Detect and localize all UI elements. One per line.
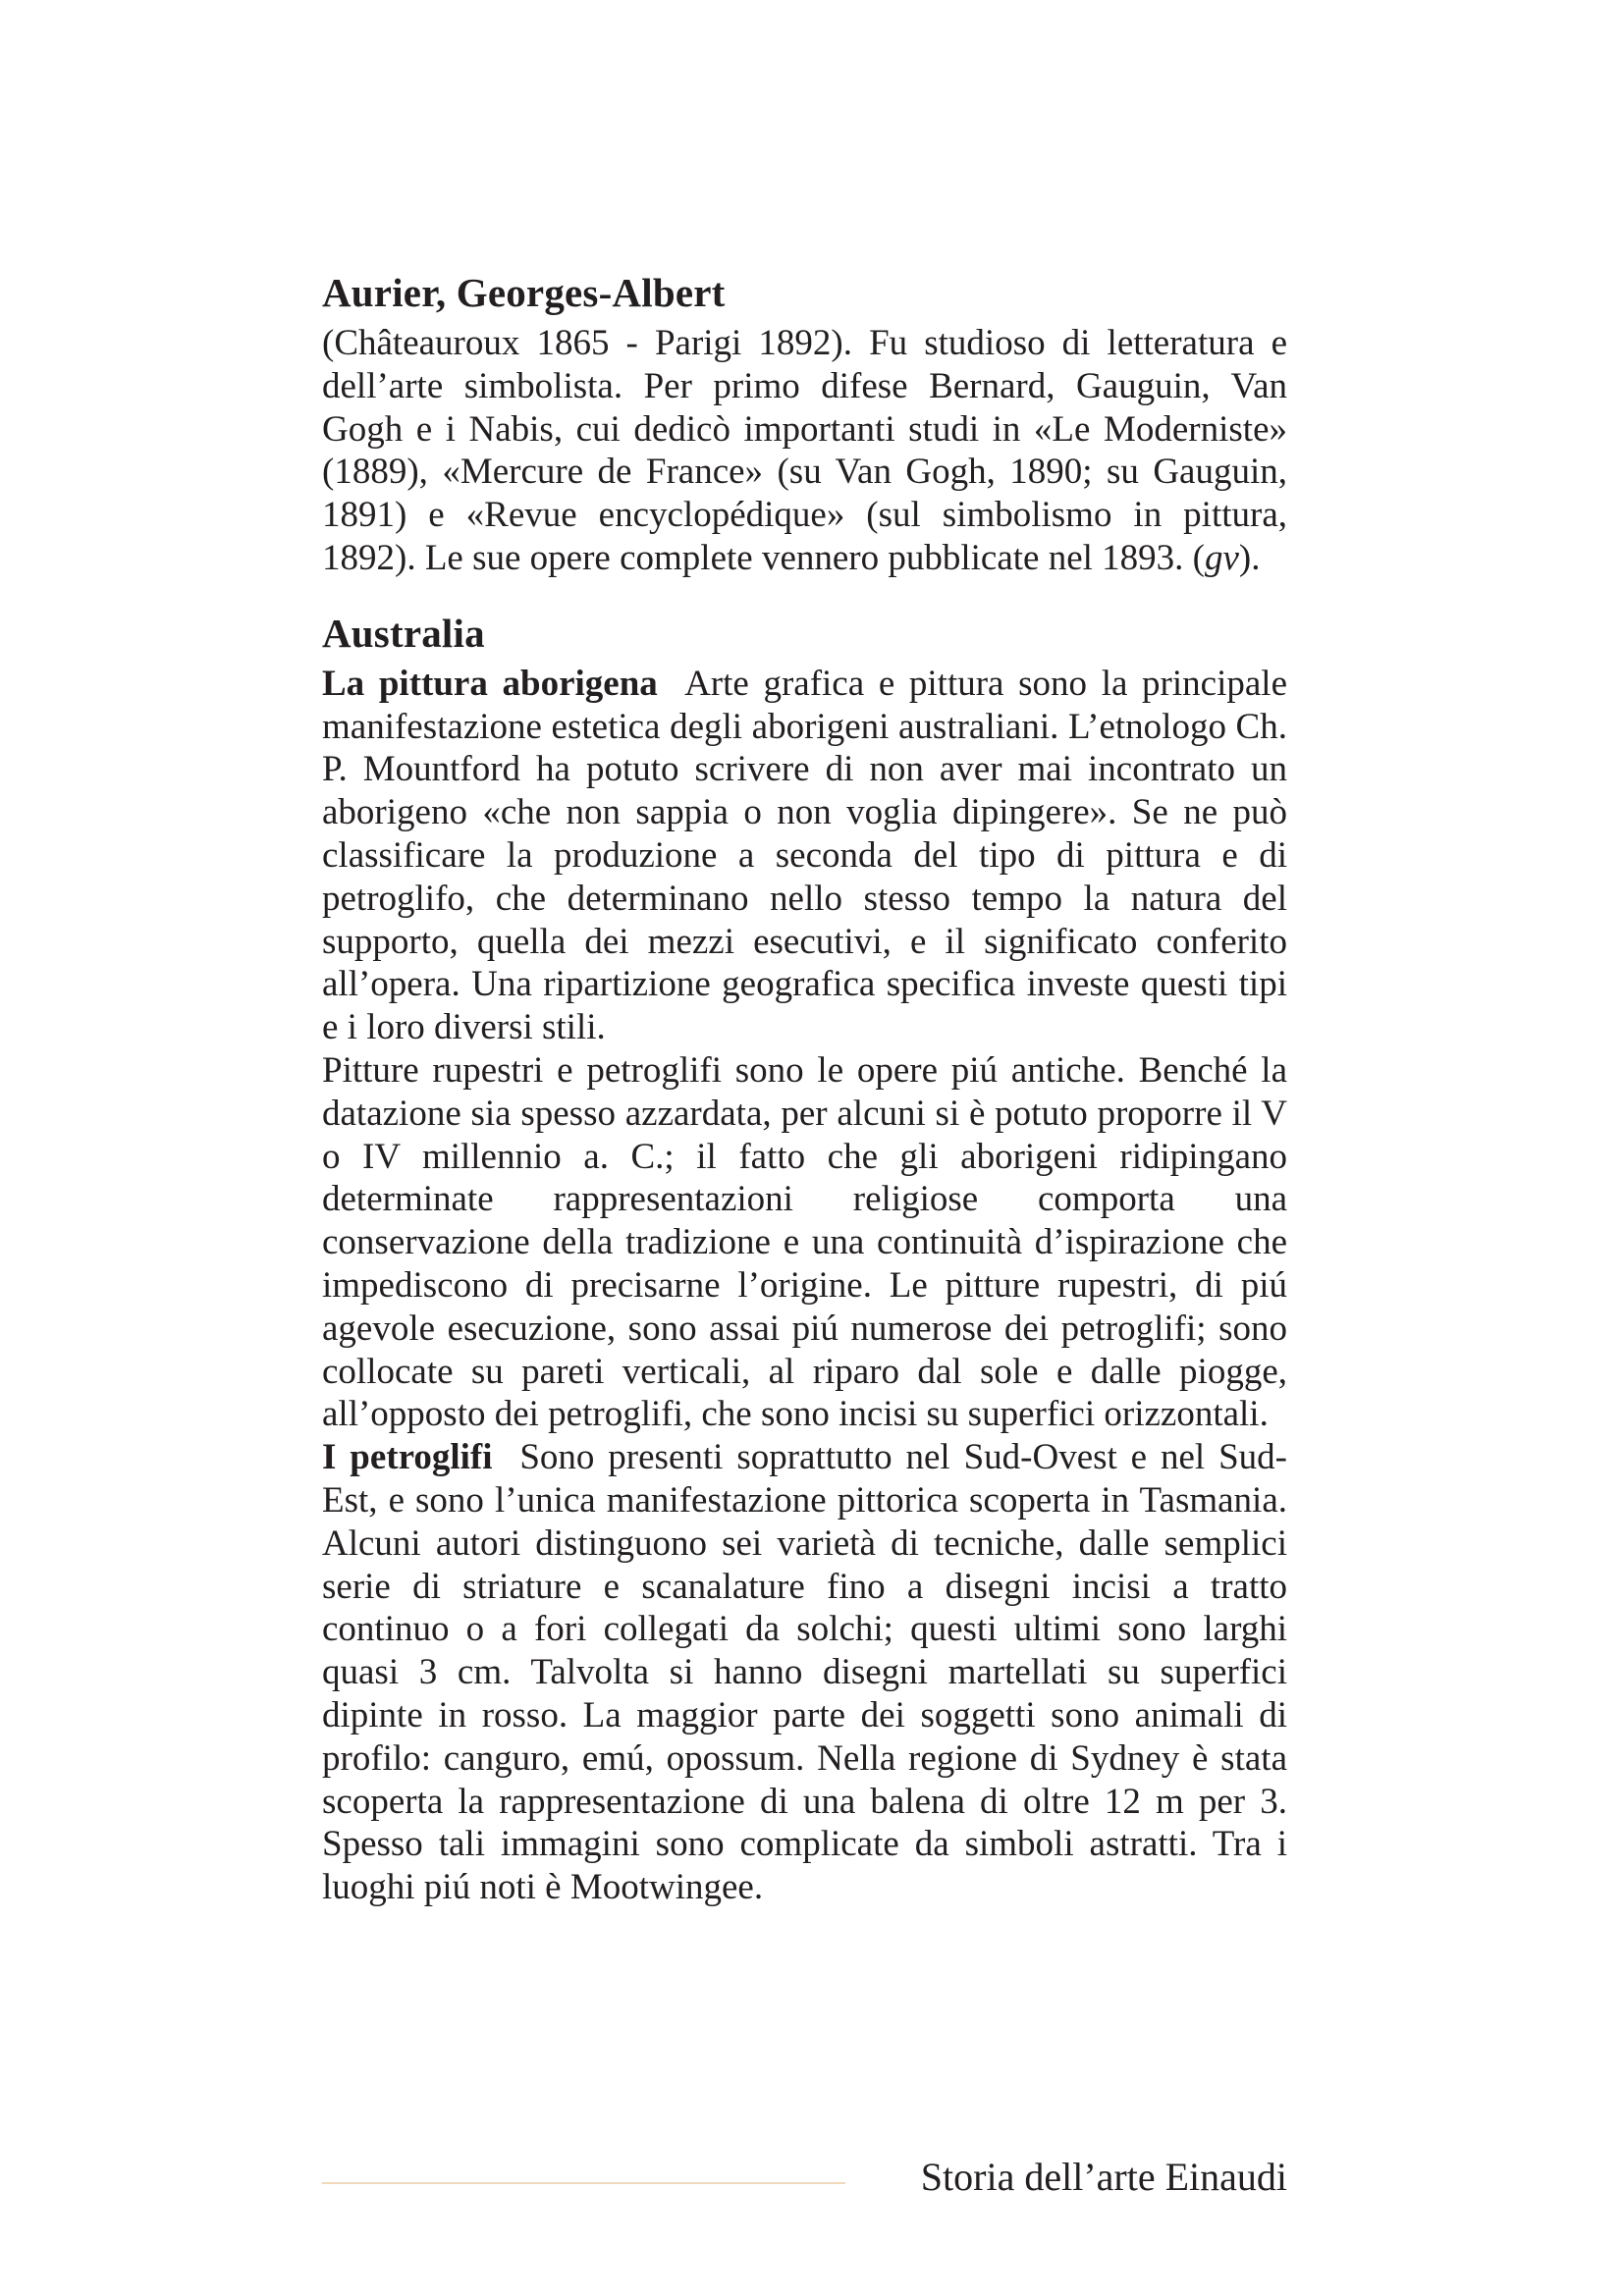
page-body: [322, 265, 1287, 1909]
section-subheading: I petroglifi: [322, 1437, 493, 1478]
entry-heading-australia: Australia: [322, 610, 485, 656]
entry-heading-aurier: Aurier, Georges-Albert: [322, 270, 726, 315]
page-footer: [322, 2150, 1287, 2209]
section-paragraph-pitture-rupestri: [322, 1049, 1287, 1436]
paragraph-text: Sono presenti soprattutto nel Sud-Ovest e nel Sud-Est, e sono l’unica manifestazione pittorica scoperta in Tasmania. Alcuni autori distinguono sei varietà di tecniche, dalle semplici serie di striature e scanalature fino a disegni incisi a tratto continuo o a fori collegati da solchi; questi ultimi sono larghi quasi 3 cm. Talvolta si hanno disegni martellati su superfici dipinte in rosso. La maggior parte dei soggetti sono animali di profilo: canguro, emú, opossum. Nella regione di Sydney è stata scoperta la rappresentazione di una balena di oltre 12 m per 3. Spesso tali immagini sono complicate da simboli astratti. Tra i luoghi piú noti è Mootwingee.: [322, 1437, 1287, 1908]
section-paragraph-petroglifi: [322, 1436, 1287, 1909]
paragraph-text: Arte grafica e pittura sono la principale manifestazione estetica degli aborigeni australiani. L’etnologo Ch. P. Mountford ha potuto scrivere di non aver mai incontrato un aborigeno «che non sappia o non voglia dipingere». Se ne può classificare la produzione a seconda del tipo di pittura e di petroglifo, che determinano nello stesso tempo la natura del supporto, quella dei mezzi esecutivi, e il significato conferito all’opera. Una ripartizione geografica specifica investe questi tipi e i loro diversi stili.: [322, 663, 1287, 1048]
section-paragraph-pittura-aborigena: [322, 663, 1287, 1049]
entry-paragraph-aurier: [322, 322, 1287, 580]
paragraph-text-end: ).: [1238, 537, 1261, 578]
footer-publication-title: Storia dell’arte Einaudi: [920, 2155, 1287, 2199]
paragraph-text: (Châteauroux 1865 - Parigi 1892). Fu studioso di letteratura e dell’arte simbolista. Per primo difese Bernard, Gauguin, Van Gogh e i Nabis, cui dedicò importanti studi in «Le Moderniste» (1889), «Mercure de France» (su Van Gogh, 1890; su Gauguin, 1891) e «Revue encyclopédique» (sul simbolismo in pittura, 1892). Le sue opere complete vennero pubblicate nel 1893. (: [322, 323, 1287, 578]
paragraph-text: Pitture rupestri e petroglifi sono le opere piú antiche. Benché la datazione sia spesso azzardata, per alcuni si è potuto proporre il V o IV millennio a. C.; il fatto che gli aborigeni ridipingano determinate rappresentazioni religiose comporta una conservazione della tradizione e una continuità d’ispirazione che impediscono di precisarne l’origine. Le pitture rupestri, di piú agevole esecuzione, sono assai piú numerose dei petroglifi; sono collocate su pareti verticali, al riparo dal sole e dalle piogge, all’opposto dei petroglifi, che sono incisi su superfici orizzontali.: [322, 1049, 1287, 1435]
section-subheading: La pittura aborigena: [322, 663, 658, 704]
footer-divider: [322, 2182, 845, 2184]
author-initials: gv: [1204, 537, 1239, 578]
